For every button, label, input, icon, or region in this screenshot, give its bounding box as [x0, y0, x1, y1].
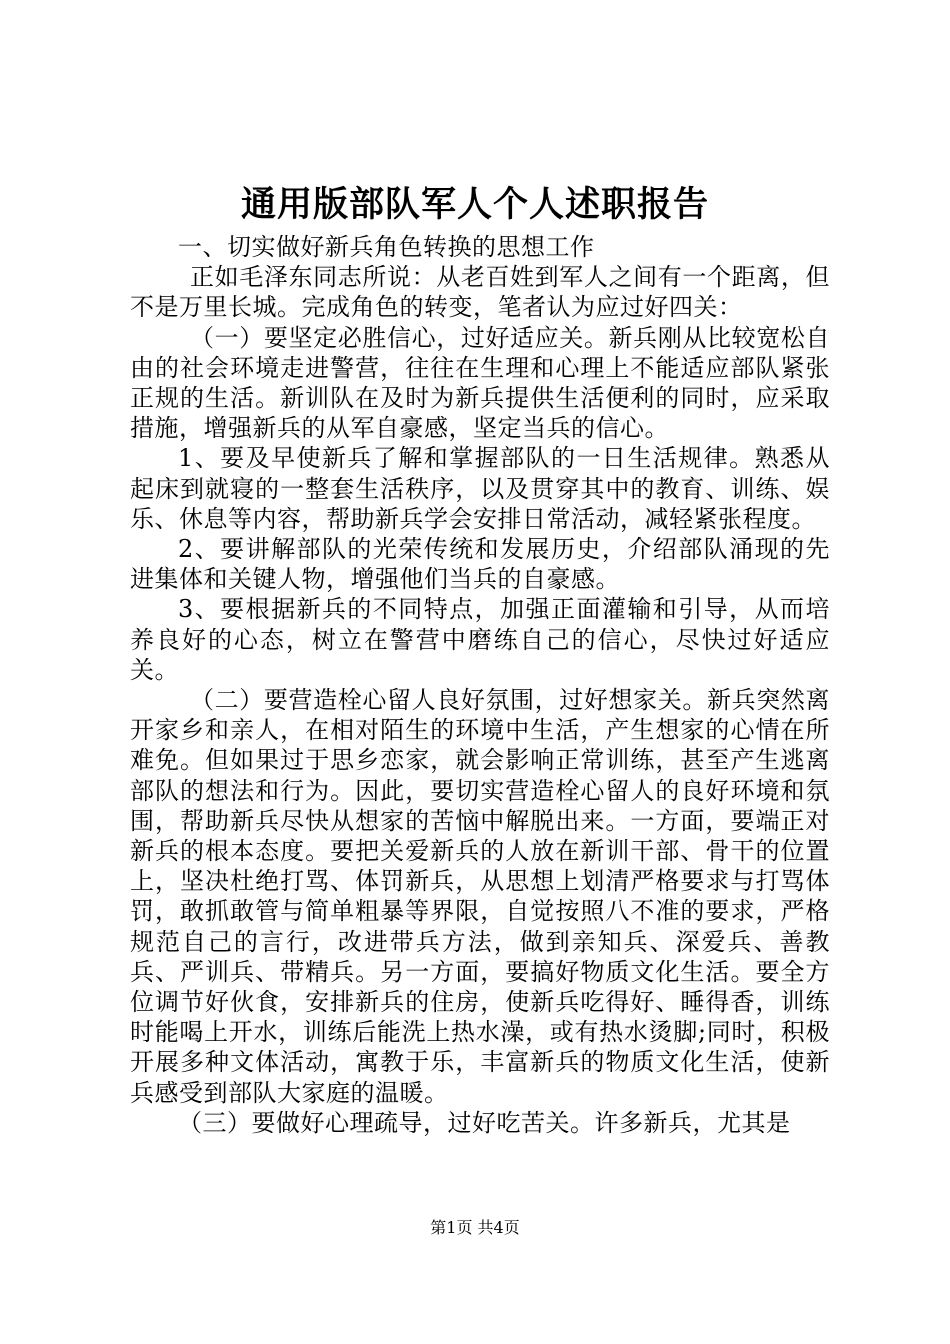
paragraph-intro: 正如毛泽东同志所说：从老百姓到军人之间有一个距离，但不是万里长城。完成角色的转变，笔者认为应过好四关：	[130, 263, 830, 322]
page-footer: 第1页 共4页	[430, 1218, 520, 1237]
paragraph-item-2: 2、要讲解部队的光荣传统和发展历史，介绍部队涌现的先进集体和关键人物，增强他们当兵的自豪感。	[130, 535, 830, 594]
paragraph-subsection-2: （二）要营造栓心留人良好氛围，过好想家关。新兵突然离开家乡和亲人，在相对陌生的环境中生活，产生想家的心情在所难免。但如果过于思乡恋家，就会影响正常训练，甚至产生逃离部队的想法和行为。因此，要切实营造栓心留人的良好环境和氛围，帮助新兵尽快从想家的苦恼中解脱出来。一方面，要端正对新兵的根本态度。要把关爱新兵的人放在新训干部、骨干的位置上，坚决杜绝打骂、体罚新兵，从思想上划清严格要求与打骂体罚，敢抓敢管与简单粗暴等界限，自觉按照八不准的要求，严格规范自己的言行，改进带兵方法，做到亲知兵、深爱兵、善教兵、严训兵、带精兵。另一方面，要搞好物质文化生活。要全方位调节好伙食，安排新兵的住房，使新兵吃得好、睡得香，训练时能喝上开水，训练后能洗上热水澡，或有热水烫脚;同时，积极开展多种文体活动，寓教于乐，丰富新兵的物质文化生活，使新兵感受到部队大家庭的温暖。	[130, 686, 830, 1107]
section-heading-1: 一、切实做好新兵角色转换的思想工作	[178, 233, 595, 261]
paragraph-item-3: 3、要根据新兵的不同特点，加强正面灌输和引导，从而培养良好的心态，树立在警营中磨练自己的信心，尽快过好适应关。	[130, 595, 830, 684]
document-title: 通用版部队军人个人述职报告	[240, 184, 709, 225]
paragraph-subsection-3: （三）要做好心理疏导，过好吃苦关。许多新兵，尤其是	[178, 1108, 791, 1137]
document-body	[130, 232, 830, 1138]
paragraph-subsection-1: （一）要坚定必胜信心，过好适应关。新兵刚从比较宽松自由的社会环境走进警营，往往在生理和心理上不能适应部队紧张正规的生活。新训队在及时为新兵提供生活便利的同时，应采取措施，增强新兵的从军自豪感，坚定当兵的信心。	[130, 323, 830, 443]
paragraph-item-1: 1、要及早使新兵了解和掌握部队的一日生活规律。熟悉从起床到就寝的一整套生活秩序，以及贯穿其中的教育、训练、娱乐、休息等内容，帮助新兵学会安排日常活动，减轻紧张程度。	[130, 444, 830, 533]
